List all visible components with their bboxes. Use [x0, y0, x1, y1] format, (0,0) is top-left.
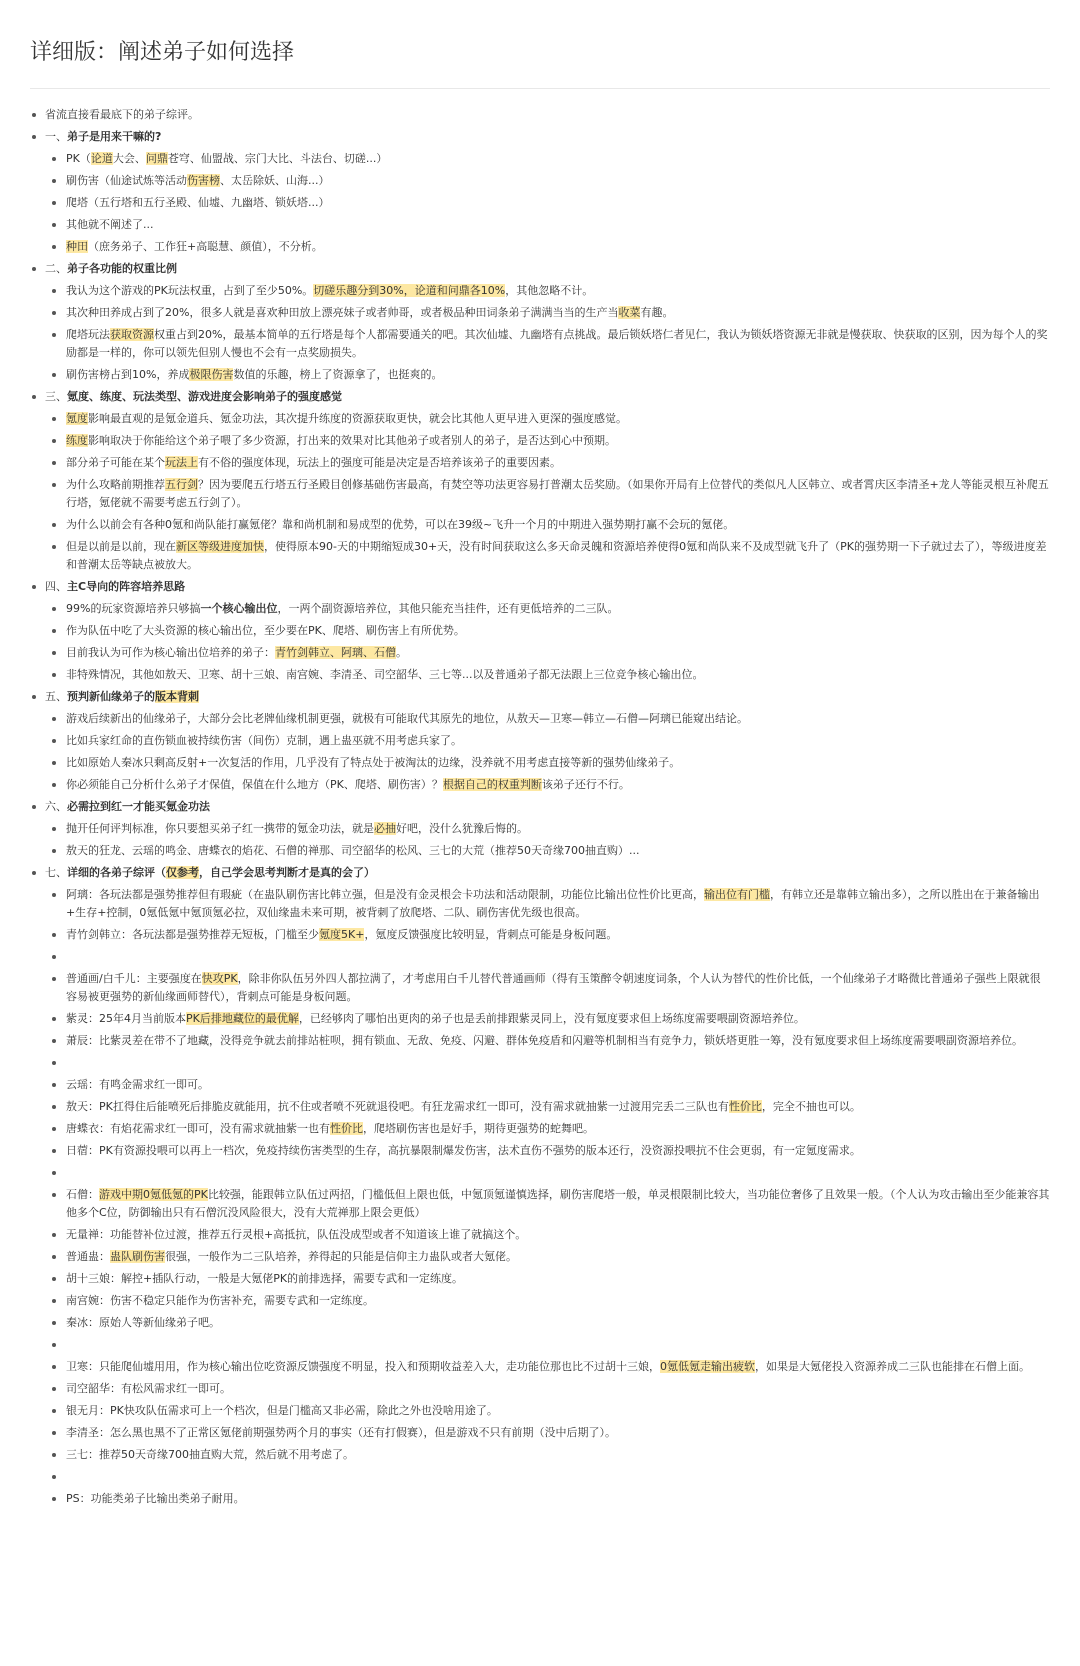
bullet-icon [52, 1149, 56, 1153]
highlighted-text: 快攻PK [201, 972, 238, 985]
text-run: 为什么以前会有各种0氪和尚队能打赢氪佬？靠和尚机制和易成型的优势，可以在39级~飞升一个月的中期进入强势期打赢不会玩的氪佬。 [66, 518, 735, 531]
highlighted-text: 极限伤害 [189, 368, 234, 381]
text-run: 好吧，没什么犹豫后悔的。 [396, 822, 528, 835]
highlighted-text: 论道 [90, 152, 113, 165]
page-title: 详细版：阐述弟子如何选择 [30, 40, 295, 65]
text-run: ，除非你队伍另外四人都拉满了，才考虑用白千儿替代普通画师（得有玉策醉令朝速度词条，个人认为替代的性价比低，一个仙缘弟子才略微比普通弟子强些上限就很容易被更强势的新仙缘画师替代），背刺点可能是身板问题。 [66, 972, 1041, 1003]
bullet-icon [52, 739, 56, 743]
sub-list-item [0, 1162, 1080, 1184]
text-run: 比如兵家红命的直伤锁血被持续伤害（间伤）克制，遇上蛊巫就不用考虑兵家了。 [66, 734, 462, 747]
list-item-text [66, 1010, 1050, 1028]
highlighted-text: 种田 [66, 240, 88, 253]
list-item-text [66, 886, 1050, 922]
bullet-icon [32, 585, 36, 589]
text-run: 李清圣：怎么黑也黑不了正常区氪佬前期强势两个月的事实（还有打假赛），但是游戏不只有前期（没中后期了）。 [66, 1426, 616, 1439]
sub-list-item [0, 1444, 1080, 1466]
text-run: 银无月：PK快攻队伍需求可上一个档次，但是门槛高又非必需，除此之外也没啥用途了。 [66, 1404, 498, 1417]
bullet-icon [52, 1497, 56, 1501]
bullet-icon [52, 783, 56, 787]
bold-text: 氪度、练度、玩法类型、游戏进度会影响弟子的强度感觉 [67, 390, 342, 403]
text-run: 比较强，能跟韩立队伍过两招，门槛低但上限也低，中氪顶氪谨慎选择，刷伤害爬塔一般，单灵根限制比较大，当功能位奢侈了且效果一般。（个人认为攻击输出至少能兼容其他多个C位，防御输出只有石僧沉没风险很大，没有大荒禅那上限会更低） [66, 1188, 1050, 1219]
highlighted-text: PK后排地藏位的最优解 [186, 1012, 299, 1025]
section-list-item [0, 686, 1080, 708]
text-run: 其次种田养成占到了20%，很多人就是喜欢种田放上漂亮妹子或者帅哥，或者极品种田词条弟子满满当当的生产当 [66, 306, 619, 319]
text-run: （庶务弟子、工作狂+高聪慧、颜值），不分析。 [88, 240, 323, 253]
sub-list-item [0, 324, 1080, 364]
list-item-text [66, 516, 1050, 534]
text-run: 比如原始人秦冰只剩高反射+一次复活的作用，几乎没有了特点处于被淘汰的边缘，没养就不用考虑直接等新的强势仙缘弟子。 [66, 756, 681, 769]
bullet-icon [52, 545, 56, 549]
section-list-item [0, 576, 1080, 598]
list-item-text [66, 970, 1050, 1006]
bullet-icon [52, 333, 56, 337]
bullet-icon [52, 1171, 56, 1175]
text-run: ，爬塔刷伤害也是好手，期待更强势的蛇舞吧。 [363, 1122, 594, 1135]
bullet-icon [52, 1061, 56, 1065]
text-run: ，其他忽略不计。 [505, 284, 594, 297]
sub-list-item [0, 452, 1080, 474]
list-item-text [66, 1380, 1050, 1398]
bold-text: 弟子各功能的权重比例 [67, 262, 177, 275]
text-run: 唐蝶衣：有焰花需求红一即可，没有需求就抽紫一也有 [66, 1122, 330, 1135]
sub-list-item [0, 1466, 1080, 1488]
bullet-icon [52, 1255, 56, 1259]
text-run: 云瑶：有鸣金需求红一即可。 [66, 1078, 209, 1091]
list-item-text [66, 1314, 1050, 1332]
text-run: 爬塔（五行塔和五行圣殿、仙墟、九幽塔、锁妖塔...） [66, 196, 330, 209]
section-list-item [0, 796, 1080, 818]
text-run: ，使得原本90-天的中期缩短成30+天，没有时间获取这么多天命灵魄和资源培养使得0氪和尚队来不及成型就飞升了（PK的强势期一下子就过去了），等级进度差和普潮太岳等缺点被放大。 [66, 540, 1047, 571]
text-run: 非特殊情况，其他如敖天、卫寒、胡十三娘、南宫婉、李清圣、司空韶华、三七等...以及普通弟子都无法跟上三位竞争核心输出位。 [66, 668, 704, 681]
list-item-text [66, 1490, 1050, 1508]
highlighted-text: 输出位有门槛 [704, 888, 770, 901]
list-item-text [45, 106, 1050, 124]
sub-list-item [0, 818, 1080, 840]
section-list-item [0, 126, 1080, 148]
list-item-text [66, 1076, 1050, 1094]
text-run: 该弟子还行不行。 [541, 778, 630, 791]
sub-list-item [0, 430, 1080, 452]
highlighted-text: 练度 [66, 434, 88, 447]
text-run: 数值的乐趣，榜上了资源拿了，也挺爽的。 [233, 368, 443, 381]
text-run: 阿璃：各玩法都是强势推荐但有瑕疵（在蛊队刷伤害比韩立强，但是没有金灵根会卡功法和活动限制，功能位比输出位性价比更高， [66, 888, 704, 901]
sub-list-item [0, 474, 1080, 514]
list-item-text [66, 754, 1050, 772]
sub-list-item [0, 280, 1080, 302]
list-item-text [66, 282, 1050, 300]
sub-list-item [0, 946, 1080, 968]
section-list-item [0, 258, 1080, 280]
sub-list-item [0, 1118, 1080, 1140]
highlighted-text: 性价比 [330, 1122, 363, 1135]
bullet-icon [52, 523, 56, 527]
highlighted-text: 根据自己的权重判断 [442, 778, 542, 791]
list-item-text [66, 948, 1050, 966]
bullet-icon [52, 1409, 56, 1413]
highlighted-text: 版本背刺 [155, 690, 199, 703]
bullet-icon [52, 179, 56, 183]
highlighted-text: 氪度 [66, 412, 88, 425]
list-item-text [66, 304, 1050, 322]
sub-list-item [0, 1268, 1080, 1290]
text-run: 紫灵：25年4月当前版本 [66, 1012, 186, 1025]
text-run: 游戏后续新出的仙缘弟子，大部分会比老牌仙缘机制更强，就极有可能取代其原先的地位，从敖天—卫寒—韩立—石僧—阿璃已能窥出结论。 [66, 712, 748, 725]
sub-list-item [0, 192, 1080, 214]
highlighted-text: 收菜 [618, 306, 641, 319]
sub-list-item [0, 1074, 1080, 1096]
list-item-text [45, 864, 1050, 882]
list-item-text [66, 600, 1050, 618]
highlighted-text: 0氪低氪走输出疲软 [660, 1360, 755, 1373]
section-list-item [0, 386, 1080, 408]
text-run: ，一两个副资源培养位，其他只能充当挂件，还有更低培养的二三队。 [277, 602, 619, 615]
list-item-text [66, 1226, 1050, 1244]
bullet-icon [52, 1343, 56, 1347]
text-run: 无量禅：功能替补位过渡，推荐五行灵根+高抵抗，队伍没成型或者不知道该上谁了就搞这个。 [66, 1228, 527, 1241]
sub-list-item [0, 1096, 1080, 1118]
list-item-text [66, 732, 1050, 750]
title-divider [30, 88, 1050, 89]
bullet-icon [32, 695, 36, 699]
section-list-item [0, 862, 1080, 884]
text-run: 五、 [45, 690, 67, 703]
text-run: PK（ [66, 152, 91, 165]
bullet-icon [52, 1083, 56, 1087]
text-run: ，氪度反馈强度比较明显，背刺点可能是身板问题。 [364, 928, 618, 941]
bold-text: 必需拉到红一才能买氪金功法 [67, 800, 210, 813]
text-run: 影响最直观的是氪金道兵、氪金功法，其次提升练度的资源获取更快，就会比其他人更早进入更深的强度感觉。 [88, 412, 627, 425]
bullet-icon [52, 1321, 56, 1325]
list-item-text [66, 776, 1050, 794]
list-item-text [66, 1032, 1050, 1050]
bullet-icon [52, 717, 56, 721]
bullet-icon [52, 761, 56, 765]
bullet-icon [52, 1017, 56, 1021]
bullet-icon [52, 1387, 56, 1391]
text-run: 秦冰：原始人等新仙缘弟子吧。 [66, 1316, 220, 1329]
list-item-text [66, 1336, 1050, 1354]
bullet-icon [52, 201, 56, 205]
bullet-icon [52, 629, 56, 633]
sub-list-item [0, 884, 1080, 924]
bullet-icon [32, 395, 36, 399]
text-run: ，如果是大氪佬投入资源养成二三队也能排在石僧上面。 [755, 1360, 1030, 1373]
bold-text: 预判新仙缘弟子的 [67, 690, 155, 703]
text-run: 七、 [45, 866, 67, 879]
list-item-text [66, 1424, 1050, 1442]
list-item-text [66, 410, 1050, 428]
text-run: 影响取决于你能给这个弟子喂了多少资源，打出来的效果对比其他弟子或者别人的弟子，是否达到心中预期。 [88, 434, 616, 447]
sub-list-item [0, 840, 1080, 862]
bullet-icon [52, 373, 56, 377]
text-run: 99%的玩家资源培养只够搞 [66, 602, 201, 615]
sub-list-item [0, 598, 1080, 620]
bullet-icon [52, 607, 56, 611]
text-run: 有趣。 [640, 306, 674, 319]
text-run: 。 [396, 646, 407, 659]
list-item-text [66, 238, 1050, 256]
sub-list-item [0, 1378, 1080, 1400]
bullet-icon [32, 267, 36, 271]
sub-list-item [0, 214, 1080, 236]
text-run: 胡十三娘：解控+插队行动，一般是大氪佬PK的前排选择，需要专武和一定练度。 [66, 1272, 464, 1285]
highlighted-text: 氪度5K+ [319, 928, 365, 941]
bullet-icon [52, 673, 56, 677]
bullet-icon [52, 849, 56, 853]
text-run: 三七：推荐50天奇缘700抽直购大荒，然后就不用考虑了。 [66, 1448, 354, 1461]
bullet-icon [52, 977, 56, 981]
list-item-text [66, 820, 1050, 838]
list-item-text [66, 538, 1050, 574]
bullet-icon [52, 827, 56, 831]
text-run: 刷伤害（仙途试炼等活动 [66, 174, 187, 187]
highlighted-text: 蛊队刷伤害 [110, 1250, 165, 1263]
list-item-text [66, 1270, 1050, 1288]
sub-list-item [0, 924, 1080, 946]
text-run: 大会、 [112, 152, 146, 165]
highlighted-text: 新区等级进度加快 [176, 540, 264, 553]
list-item-text [66, 1120, 1050, 1138]
list-item-text [66, 1098, 1050, 1116]
sub-list-item [0, 1008, 1080, 1030]
sub-list-item [0, 1246, 1080, 1268]
list-item-text [66, 1446, 1050, 1464]
text-run: ，完全不抽也可以。 [761, 1100, 861, 1113]
sub-list-item [0, 1422, 1080, 1444]
bullet-icon [52, 893, 56, 897]
text-run: ，已经够肉了哪怕出更肉的弟子也是丢前排跟紫灵同上，没有氪度要求但上场练度需要喂副资源培养位。 [298, 1012, 805, 1025]
list-item-text [66, 1402, 1050, 1420]
list-item-text [66, 1164, 1050, 1182]
text-run: 抛开任何评判标准，你只要想买弟子红一携带的氪金功法，就是 [66, 822, 374, 835]
text-run: 我认为这个游戏的PK玩法权重，占到了至少50%。 [66, 284, 314, 297]
list-item-text [66, 1468, 1050, 1486]
text-run: 敖天的狂龙、云瑶的鸣金、唐蝶衣的焰花、石僧的禅那、司空韶华的松风、三七的大荒（推荐50天奇缘700抽直购）... [66, 844, 640, 857]
text-run: PS：功能类弟子比输出类弟子耐用。 [66, 1492, 245, 1505]
list-item-text [66, 1186, 1050, 1222]
bullet-icon [52, 1299, 56, 1303]
text-run: 目前我认为可作为核心输出位培养的弟子： [66, 646, 275, 659]
list-item-text [66, 326, 1050, 362]
sub-list-item [0, 1184, 1080, 1224]
list-item-text [66, 194, 1050, 212]
bullet-icon [52, 289, 56, 293]
bullet-icon [52, 955, 56, 959]
sub-list-item [0, 1052, 1080, 1074]
bullet-icon [52, 1039, 56, 1043]
sub-list-item [0, 1356, 1080, 1378]
sub-list-item [0, 730, 1080, 752]
highlighted-text: 玩法上 [165, 456, 198, 469]
bold-text: 一个核心输出位 [200, 602, 278, 615]
text-run: ？因为要爬五行塔五行圣殿目创修基础伤害最高，有焚空等功法更容易打普潮太岳奖励。（如果你开局有上位替代的类似凡人区韩立、或者霄庆区李清圣+龙人等能灵根互补爬五行塔，氪佬就不需要考虑五行剑了）。 [66, 478, 1049, 509]
highlighted-text: 必抽 [374, 822, 396, 835]
list-item-text [66, 1358, 1050, 1376]
sub-list-item [0, 1400, 1080, 1422]
list-item-text [66, 926, 1050, 944]
bullet-icon [52, 311, 56, 315]
text-run: 普通画/白千儿：主要强度在 [66, 972, 202, 985]
sub-list-item [0, 620, 1080, 642]
text-run: 石僧： [66, 1188, 99, 1201]
bullet-icon [32, 135, 36, 139]
text-run: 、太岳除妖、山海...） [220, 174, 330, 187]
text-run: 刷伤害榜占到10%，养成 [66, 368, 190, 381]
text-run: 萧辰：比紫灵差在带不了地藏，没得竞争就去前排站桩呗，拥有锁血、无敌、免疫、闪避、群体免疫盾和闪避等机制相当有竞争力，锁妖塔更胜一筹，没有氪度要求但上场练度需要喂副资源培养位。 [66, 1034, 1023, 1047]
text-run: 部分弟子可能在某个 [66, 456, 165, 469]
list-item-text [66, 644, 1050, 662]
bullet-icon [52, 651, 56, 655]
text-run: 很强，一般作为二三队培养，养得起的只能是信仰主力蛊队或者大氪佬。 [165, 1250, 517, 1263]
sub-list-item [0, 968, 1080, 1008]
bullet-icon [52, 1431, 56, 1435]
sub-list-item [0, 148, 1080, 170]
highlighted-text: 切磋乐趣分到30%，论道和问鼎各10% [313, 284, 506, 297]
list-item-text [45, 388, 1050, 406]
outline-list [0, 104, 1080, 1510]
text-run: 六、 [45, 800, 67, 813]
sub-list-item [0, 302, 1080, 324]
list-item-text [45, 260, 1050, 278]
text-run: 你必须能自己分析什么弟子才保值，保值在什么地方（PK、爬塔、刷伤害）？ [66, 778, 443, 791]
text-run: 爬塔玩法 [66, 328, 110, 341]
bullet-icon [52, 933, 56, 937]
list-item-text [66, 1142, 1050, 1160]
text-run: 省流直接看最底下的弟子综评。 [45, 108, 199, 121]
text-run: 南宫婉：伤害不稳定只能作为伤害补充，需要专武和一定练度。 [66, 1294, 374, 1307]
sub-list-item [0, 642, 1080, 664]
bullet-icon [52, 223, 56, 227]
text-run: 但是以前是以前，现在 [66, 540, 176, 553]
highlighted-text: 游戏中期0氪低氪的PK [99, 1188, 208, 1201]
bullet-icon [52, 1453, 56, 1457]
text-run: 青竹剑韩立：各玩法都是强势推荐无短板，门槛至少 [66, 928, 319, 941]
bullet-icon [32, 871, 36, 875]
sub-list-item [0, 536, 1080, 576]
bullet-icon [52, 461, 56, 465]
sub-list-item [0, 708, 1080, 730]
text-run: 为什么攻略前期推荐 [66, 478, 165, 491]
highlighted-text: 五行剑 [165, 478, 198, 491]
list-item-text [45, 128, 1050, 146]
list-item-text [45, 688, 1050, 706]
sub-list-item [0, 664, 1080, 686]
sub-list-item [0, 170, 1080, 192]
text-run: 卫寒：只能爬仙墟用用，作为核心输出位吃资源反馈强度不明显，投入和预期收益差入大，走功能位那也比不过胡十三娘， [66, 1360, 660, 1373]
list-item-text [66, 710, 1050, 728]
text-run: 普通蛊： [66, 1250, 110, 1263]
list-item-text [66, 432, 1050, 450]
highlighted-text: 仅参考 [166, 866, 199, 879]
highlighted-text: 伤害榜 [187, 174, 220, 187]
list-item-text [45, 798, 1050, 816]
text-run: 司空韶华：有松风需求红一即可。 [66, 1382, 231, 1395]
sub-list-item [0, 408, 1080, 430]
text-run: 敖天：PK扛得住后能喷死后排脆皮就能用，抗不住或者喷不死就退役吧。有狂龙需求红一即可，没有需求就抽紫一过渡用完丢二三队也有 [66, 1100, 729, 1113]
sub-list-item [0, 1290, 1080, 1312]
list-item-text [66, 216, 1050, 234]
bullet-icon [52, 1105, 56, 1109]
bullet-icon [52, 483, 56, 487]
sub-list-item [0, 236, 1080, 258]
list-item-text [66, 842, 1050, 860]
bullet-icon [52, 1193, 56, 1197]
highlighted-text: 问鼎 [145, 152, 168, 165]
bullet-icon [32, 805, 36, 809]
list-item-text [66, 476, 1050, 512]
bold-text: 主C导向的阵容培养思路 [67, 580, 186, 593]
list-item-text [66, 1292, 1050, 1310]
sub-list-item [0, 1312, 1080, 1334]
bullet-icon [52, 1127, 56, 1131]
highlighted-text: 青竹剑韩立、阿璃、石僧 [275, 646, 396, 659]
sub-list-item [0, 1030, 1080, 1052]
text-run: 苍穹、仙盟战、宗门大比、斗法台、切磋...） [167, 152, 388, 165]
bold-text: 详细的各弟子综评（ [67, 866, 166, 879]
bullet-icon [52, 245, 56, 249]
highlighted-text: 性价比 [728, 1100, 762, 1113]
bullet-icon [52, 1233, 56, 1237]
bullet-icon [52, 417, 56, 421]
text-run: 四、 [45, 580, 67, 593]
text-run: 三、 [45, 390, 67, 403]
list-item-text [66, 366, 1050, 384]
text-run: 有不俗的强度体现，玩法上的强度可能是决定是否培养该弟子的重要因素。 [198, 456, 561, 469]
list-item-text [66, 1248, 1050, 1266]
text-run: 日蓿：PK有资源投喂可以再上一档次，免疫持续伤害类型的生存，高抗暴限制爆发伤害，法术直伤不强势的版本还行，没资源投喂抗不住会更弱，有一定氪度需求。 [66, 1144, 861, 1157]
list-item-text [66, 172, 1050, 190]
bold-text: ，自己学会思考判断才是真的会了） [199, 866, 375, 879]
list-item-text [66, 454, 1050, 472]
text-run: 二、 [45, 262, 67, 275]
sub-list-item [0, 1488, 1080, 1510]
text-run: 权重占到20%，最基本简单的五行塔是每个人都需要通关的吧。其次仙墟、九幽塔有点挑战。最后锁妖塔仁者见仁，我认为锁妖塔资源无非就是慢获取、快获取的区别，因为每个人的奖励都是一样的，你可以领先但别人慢也不会有一点奖励损失。 [66, 328, 1048, 359]
sub-list-item [0, 514, 1080, 536]
list-item-text [45, 578, 1050, 596]
text-run: 其他就不阐述了... [66, 218, 154, 231]
list-item-text [66, 666, 1050, 684]
sub-list-item [0, 774, 1080, 796]
text-run: 作为队伍中吃了大头资源的核心输出位，至少要在PK、爬塔、刷伤害上有所优势。 [66, 624, 465, 637]
bullet-icon [52, 1277, 56, 1281]
text-run: ，有韩立还是靠韩立输出多），之所以胜出在于兼备输出+生存+控制，0氪低氪中氪顶氪必拉，双仙缘蛊未来可期，被背刺了放爬塔、二队、刷伤害优先级也很高。 [66, 888, 1040, 919]
sub-list-item [0, 1224, 1080, 1246]
bullet-icon [52, 1475, 56, 1479]
bullet-icon [52, 439, 56, 443]
section-list-item [0, 104, 1080, 126]
bullet-icon [32, 113, 36, 117]
text-run: 一、 [45, 130, 67, 143]
list-item-text [66, 150, 1050, 168]
sub-list-item [0, 1334, 1080, 1356]
bullet-icon [52, 1365, 56, 1369]
bullet-icon [52, 157, 56, 161]
bold-text: 弟子是用来干嘛的? [67, 130, 162, 143]
sub-list-item [0, 1140, 1080, 1162]
sub-list-item [0, 364, 1080, 386]
list-item-text [66, 622, 1050, 640]
highlighted-text: 获取资源 [110, 328, 154, 341]
sub-list-item [0, 752, 1080, 774]
list-item-text [66, 1054, 1050, 1072]
